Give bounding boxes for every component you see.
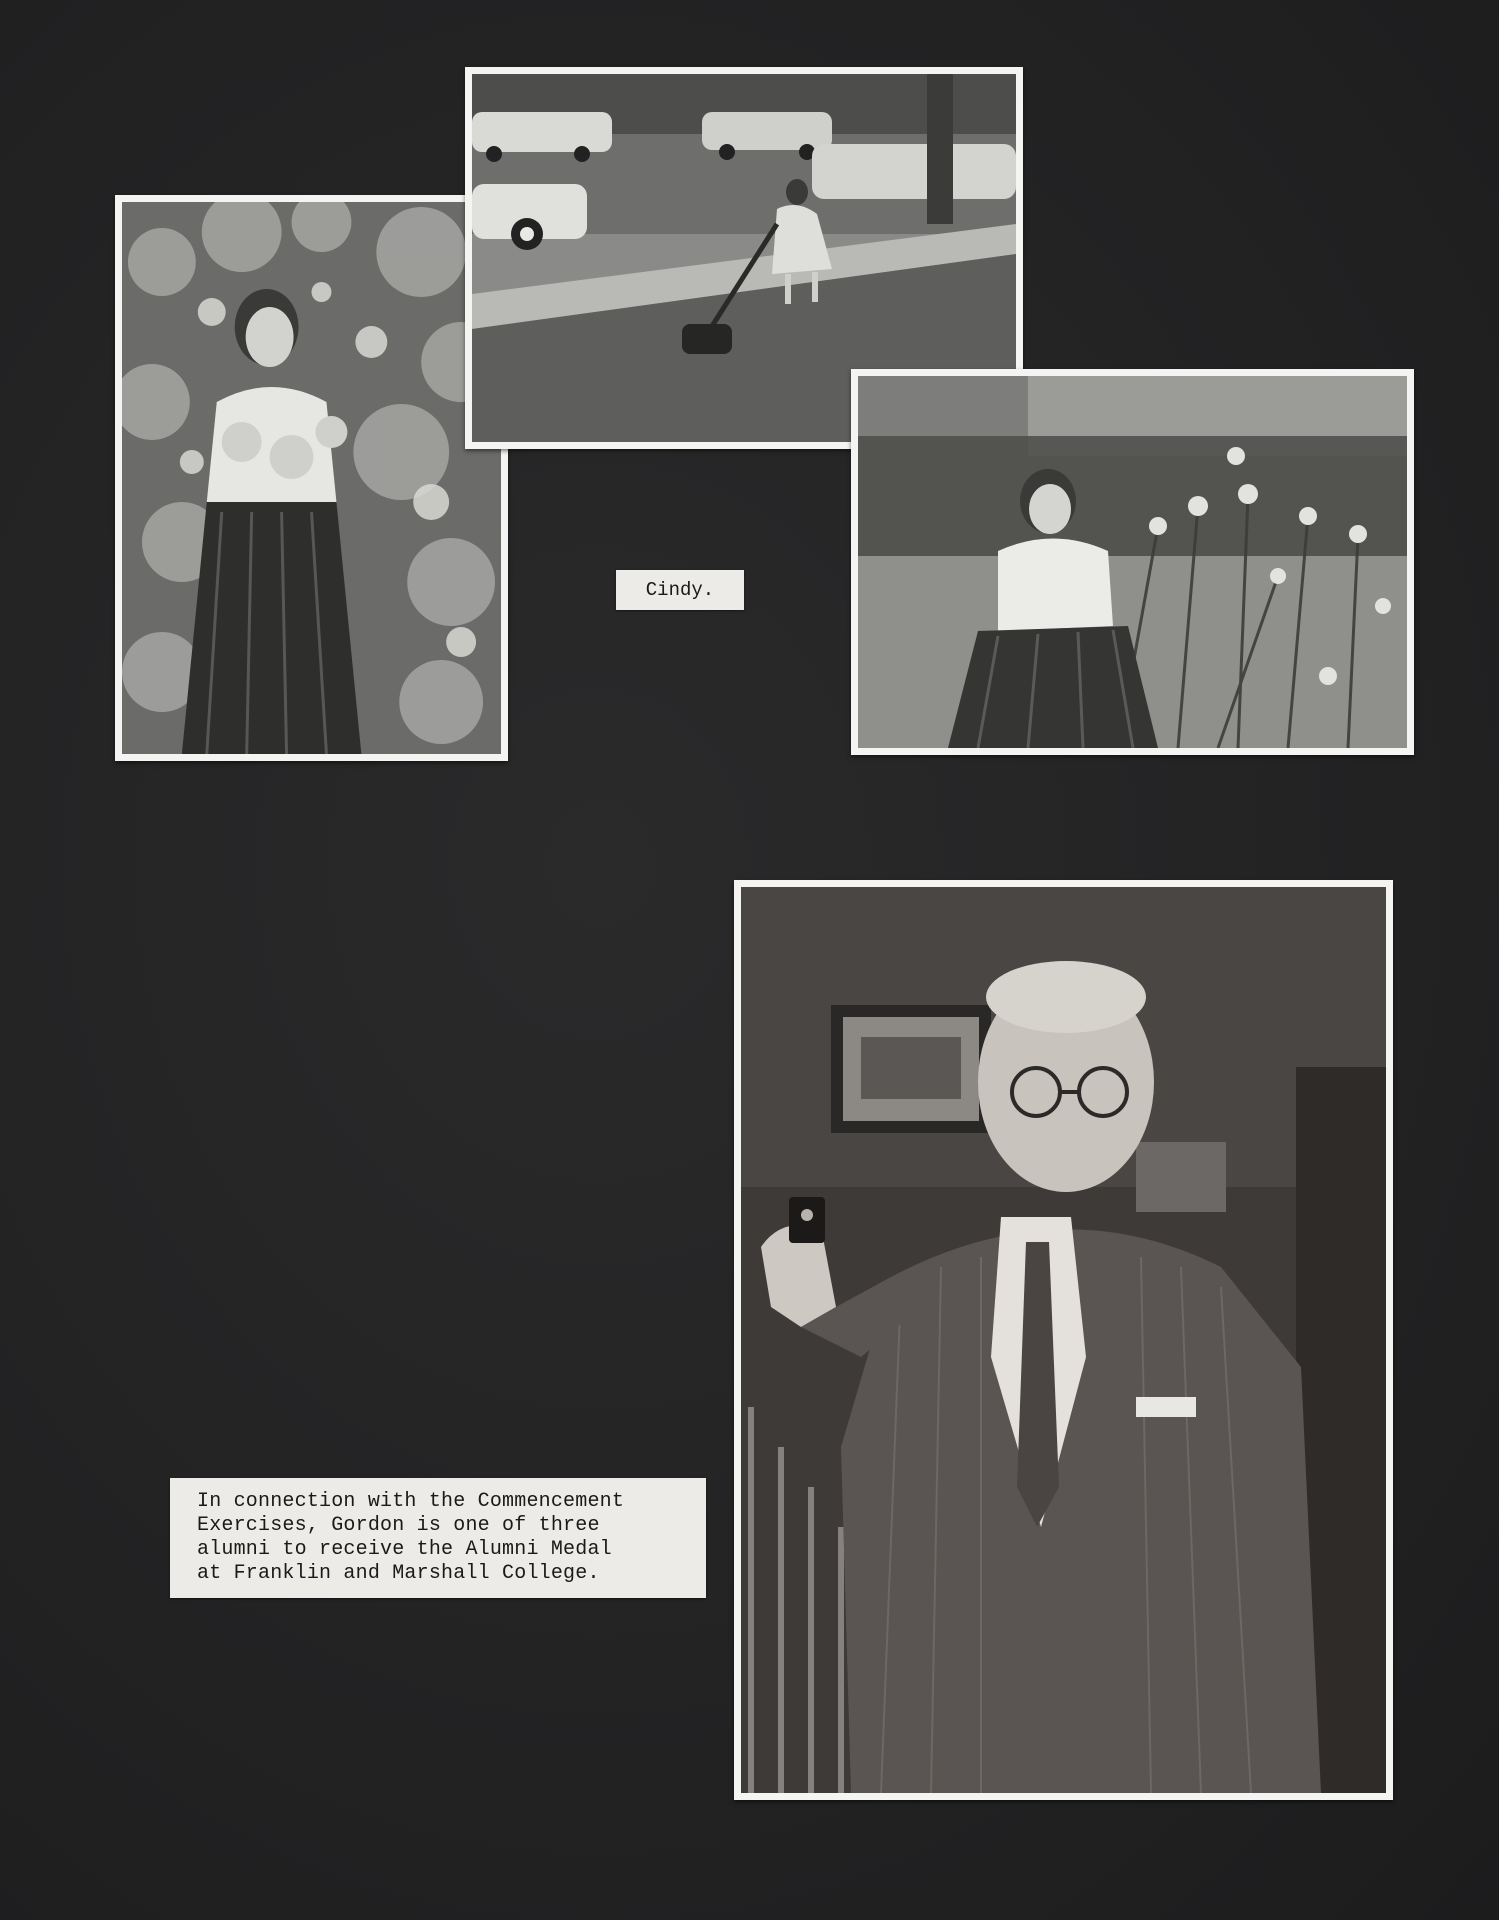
photo-girl-with-irises <box>851 369 1414 755</box>
photo-man-with-medal-image <box>741 887 1386 1793</box>
photo-girl-in-bush <box>115 195 508 761</box>
photo-girl-in-bush-image <box>122 202 501 754</box>
photo-man-with-medal <box>734 880 1393 1800</box>
caption-alumni-medal: In connection with the Commencement Exercises, Gordon is one of three alumni to receive the Alumni Medal at Franklin and Marshall College. <box>170 1478 706 1598</box>
photo-girl-with-irises-image <box>858 376 1407 748</box>
caption-cindy: Cindy. <box>616 570 744 610</box>
